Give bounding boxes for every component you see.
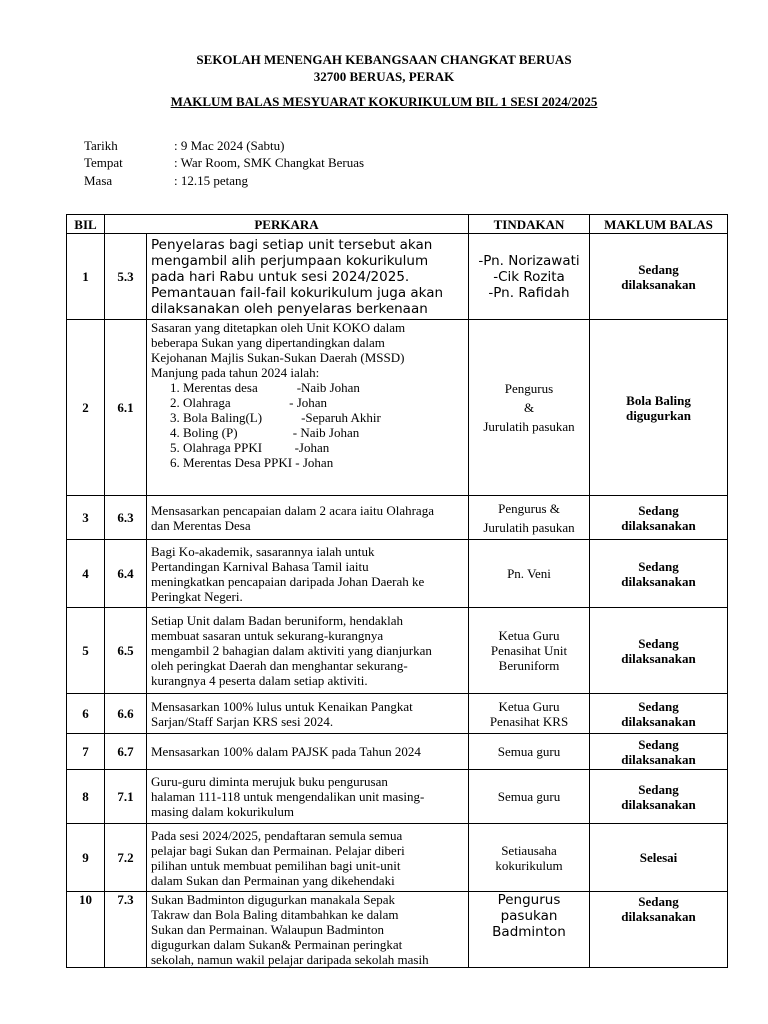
header-bil: BIL [67, 215, 105, 234]
cell-line: Sarjan/Staff Sarjan KRS sesi 2024. [151, 713, 334, 729]
tindakan-cell [469, 734, 590, 770]
header-maklum-balas: MAKLUM BALAS [590, 215, 728, 234]
cell-line: oleh peringkat Daerah dan menghantar sekurang- [151, 658, 408, 673]
cell-line: Pn. Veni [507, 566, 551, 581]
cell-line: & [523, 400, 535, 415]
tindakan-cell [469, 320, 590, 496]
cell-line: sekolah, namun wakil pelajar daripada sekolah masih [151, 952, 429, 967]
document-title: MAKLUM BALAS MESYUARAT KOKURIKULUM BIL 1 SESI 2024/2025 [170, 94, 598, 109]
perkara-cell [147, 694, 469, 734]
cell-line: Jurulatih pasukan [483, 419, 575, 434]
cell-line: Bagi Ko-akademik, sasarannya ialah untuk [151, 543, 375, 559]
table-row [67, 892, 728, 968]
cell-line: dilaksanakan [621, 650, 696, 666]
list-item: 3. Bola Baling(L) -Separuh Akhir [183, 410, 464, 425]
cell-line: Mensasarkan 100% lulus untuk Kenaikan Pangkat [151, 698, 413, 714]
time-label: Masa [84, 173, 113, 188]
header-tindakan: TINDAKAN [469, 215, 590, 234]
table-row [67, 496, 728, 540]
maklum-balas-cell [590, 770, 728, 824]
maklum-balas-cell [590, 496, 728, 540]
cell-line: Ketua Guru [498, 698, 560, 714]
item-number-cell: 6.4 [105, 540, 147, 608]
maklum-balas-cell [590, 320, 728, 496]
table-row [67, 320, 728, 496]
tindakan-cell [469, 540, 590, 608]
bil-cell: 8 [67, 770, 105, 824]
tindakan-cell [469, 608, 590, 694]
perkara-cell [147, 496, 469, 540]
cell-line: Mensasarkan 100% dalam PAJSK pada Tahun 2024 [151, 744, 421, 759]
maklum-balas-cell [590, 892, 728, 968]
perkara-cell [147, 540, 469, 608]
item-number-cell: 7.3 [105, 892, 147, 968]
table-row [67, 770, 728, 824]
tindakan-cell [469, 694, 590, 734]
bil-cell: 1 [67, 234, 105, 320]
cell-line: Pada sesi 2024/2025, pendaftaran semula semua [151, 827, 403, 843]
list-item: 1. Merentas desa -Naib Johan [183, 380, 464, 395]
table-row [67, 608, 728, 694]
header-perkara: PERKARA [105, 215, 469, 234]
cell-line: Guru-guru diminta merujuk buku pengurusan [151, 774, 388, 789]
cell-line: Ketua Guru [498, 628, 560, 643]
table-row [67, 824, 728, 892]
bil-cell: 9 [67, 824, 105, 892]
cell-line: membuat sasaran untuk sekurang-kurangnya [151, 628, 384, 643]
target-list [151, 380, 464, 470]
cell-line: pilihan untuk membuat pemilihan bagi unit-unit [151, 857, 401, 873]
perkara-cell [147, 770, 469, 824]
cell-line: Penasihat Unit [490, 643, 568, 658]
cell-line: Badminton [492, 924, 566, 940]
cell-line: Pengurus [497, 892, 561, 908]
cell-line: dilaksanakan [621, 573, 696, 589]
table-row [67, 234, 728, 320]
item-number-cell: 6.1 [105, 320, 147, 496]
cell-line: Sedang [638, 261, 679, 277]
cell-line: Setiap Unit dalam Badan beruniform, hendaklah [151, 613, 403, 628]
item-number-cell: 5.3 [105, 234, 147, 320]
perkara-cell [147, 892, 469, 968]
cell-line: dilaksanakan [621, 909, 696, 924]
cell-line: Semua guru [497, 744, 561, 759]
cell-line: dalam Sukan dan Permainan yang dikehendaki [151, 872, 395, 888]
cell-line: Setiausaha [501, 842, 557, 858]
cell-line: Takraw dan Bola Baling ditambahkan ke dalam [151, 907, 399, 922]
table-row [67, 540, 728, 608]
cell-line: mengambil alih perjumpaan kokurikulum [151, 252, 429, 269]
cell-line: pelajar bagi Sukan dan Permainan. Pelajar diberi [151, 842, 405, 858]
maklum-balas-cell [590, 824, 728, 892]
cell-line: Manjung pada tahun 2024 ialah: [151, 365, 320, 380]
cell-line: mengambil 2 bahagian dalam aktiviti yang dianjurkan [151, 643, 432, 658]
tindakan-cell [469, 234, 590, 320]
cell-line: masing dalam kokurikulum [151, 804, 294, 819]
tindakan-cell [469, 496, 590, 540]
cell-line: Penyelaras bagi setiap unit tersebut akan [151, 236, 433, 253]
tindakan-cell [469, 824, 590, 892]
perkara-cell [147, 824, 469, 892]
cell-line: Peringkat Negeri. [151, 588, 243, 604]
cell-line: Sasaran yang ditetapkan oleh Unit KOKO dalam [151, 320, 406, 335]
list-item: 6. Merentas Desa PPKI - Johan [183, 455, 464, 470]
cell-line: Sedang [638, 558, 679, 574]
cell-line: pada hari Rabu untuk sesi 2024/2025. [151, 268, 410, 285]
cell-line: Kejohanan Majlis Sukan-Sukan Daerah (MSSD) [151, 350, 405, 365]
cell-line: Pengurus & [498, 500, 560, 516]
cell-line: Sukan Badminton digugurkan manakala Sepak [151, 892, 396, 907]
cell-line: Semua guru [497, 789, 561, 804]
maklum-balas-cell [590, 608, 728, 694]
table-row [67, 694, 728, 734]
cell-line: Sedang [638, 894, 679, 909]
cell-line: Sukan dan Permainan. Walaupun Badminton [151, 922, 385, 937]
cell-line: pasukan [500, 908, 558, 924]
feedback-table [66, 214, 728, 968]
cell-line: halaman 111-118 untuk mengendalikan unit masing- [151, 789, 425, 804]
school-name: SEKOLAH MENENGAH KEBANGSAAN CHANGKAT BERUAS [196, 52, 572, 67]
place-label: Tempat [84, 155, 123, 170]
cell-line: Beruniform [498, 658, 560, 673]
cell-line: dan Merentas Desa [151, 517, 251, 533]
place-value: : War Room, SMK Changkat Beruas [174, 155, 365, 170]
cell-line: Jurulatih pasukan [483, 519, 575, 535]
list-item: 4. Boling (P) - Naib Johan [183, 425, 464, 440]
cell-line: -Cik Rozita [493, 268, 565, 285]
school-address: 32700 BERUAS, PERAK [313, 69, 455, 84]
cell-line: digugurkan [625, 407, 692, 423]
cell-line: dilaksanakan [621, 713, 696, 729]
maklum-balas-cell [590, 734, 728, 770]
perkara-cell [147, 734, 469, 770]
cell-line: beberapa Sukan yang dipertandingkan dalam [151, 335, 385, 350]
bil-cell: 2 [67, 320, 105, 496]
maklum-balas-cell [590, 234, 728, 320]
cell-line: -Pn. Norizawati [478, 252, 580, 269]
cell-line: Bola Baling [626, 392, 691, 408]
date-value: : 9 Mac 2024 (Sabtu) [174, 138, 285, 153]
bil-cell: 5 [67, 608, 105, 694]
bil-cell: 3 [67, 496, 105, 540]
time-value: : 12.15 petang [174, 173, 249, 188]
cell-line: kokurikulum [495, 857, 563, 873]
cell-line: -Pn. Rafidah [488, 284, 570, 301]
cell-line: Pemantauan fail-fail kokurikulum juga akan [151, 284, 444, 301]
item-number-cell: 7.2 [105, 824, 147, 892]
cell-line: dilaksanakan [621, 276, 696, 292]
date-label: Tarikh [84, 138, 118, 153]
cell-line: dilaksanakan [621, 751, 696, 767]
maklum-balas-cell [590, 540, 728, 608]
perkara-cell [147, 608, 469, 694]
list-item: 5. Olahraga PPKI -Johan [183, 440, 464, 455]
cell-line: dilaksanakan [621, 796, 696, 812]
cell-line: dilaksanakan oleh penyelaras berkenaan [151, 300, 428, 317]
item-number-cell: 6.6 [105, 694, 147, 734]
tindakan-cell [469, 892, 590, 968]
item-number-cell: 6.7 [105, 734, 147, 770]
table-header-row [67, 215, 728, 234]
cell-line: digugurkan dalam Sukan& Permainan peringkat [151, 937, 403, 952]
maklum-balas-cell [590, 694, 728, 734]
bil-cell: 10 [67, 892, 105, 968]
cell-line: Pengurus [504, 381, 554, 396]
bil-cell: 7 [67, 734, 105, 770]
cell-line: meningkatkan pencapaian daripada Johan Daerah ke [151, 573, 425, 589]
item-number-cell: 6.5 [105, 608, 147, 694]
cell-line: Penasihat KRS [489, 713, 569, 729]
cell-line: Pertandingan Karnival Bahasa Tamil iaitu [151, 558, 369, 574]
cell-line: dilaksanakan [621, 517, 696, 533]
cell-line: Sedang [638, 502, 679, 518]
list-item: 2. Olahraga - Johan [183, 395, 464, 410]
bil-cell: 6 [67, 694, 105, 734]
tindakan-cell [469, 770, 590, 824]
cell-line: Sedang [638, 635, 679, 651]
cell-line: Sedang [638, 698, 679, 714]
cell-line: kurangnya 4 peserta dalam setiap aktiviti. [151, 673, 368, 688]
cell-line: Sedang [638, 736, 679, 752]
cell-line: Sedang [638, 781, 679, 797]
item-number-cell: 7.1 [105, 770, 147, 824]
table-row [67, 734, 728, 770]
item-number-cell: 6.3 [105, 496, 147, 540]
perkara-cell [147, 320, 469, 496]
bil-cell: 4 [67, 540, 105, 608]
cell-line: Mensasarkan pencapaian dalam 2 acara iaitu Olahraga [151, 502, 434, 518]
perkara-cell [147, 234, 469, 320]
cell-line: Selesai [639, 850, 678, 865]
